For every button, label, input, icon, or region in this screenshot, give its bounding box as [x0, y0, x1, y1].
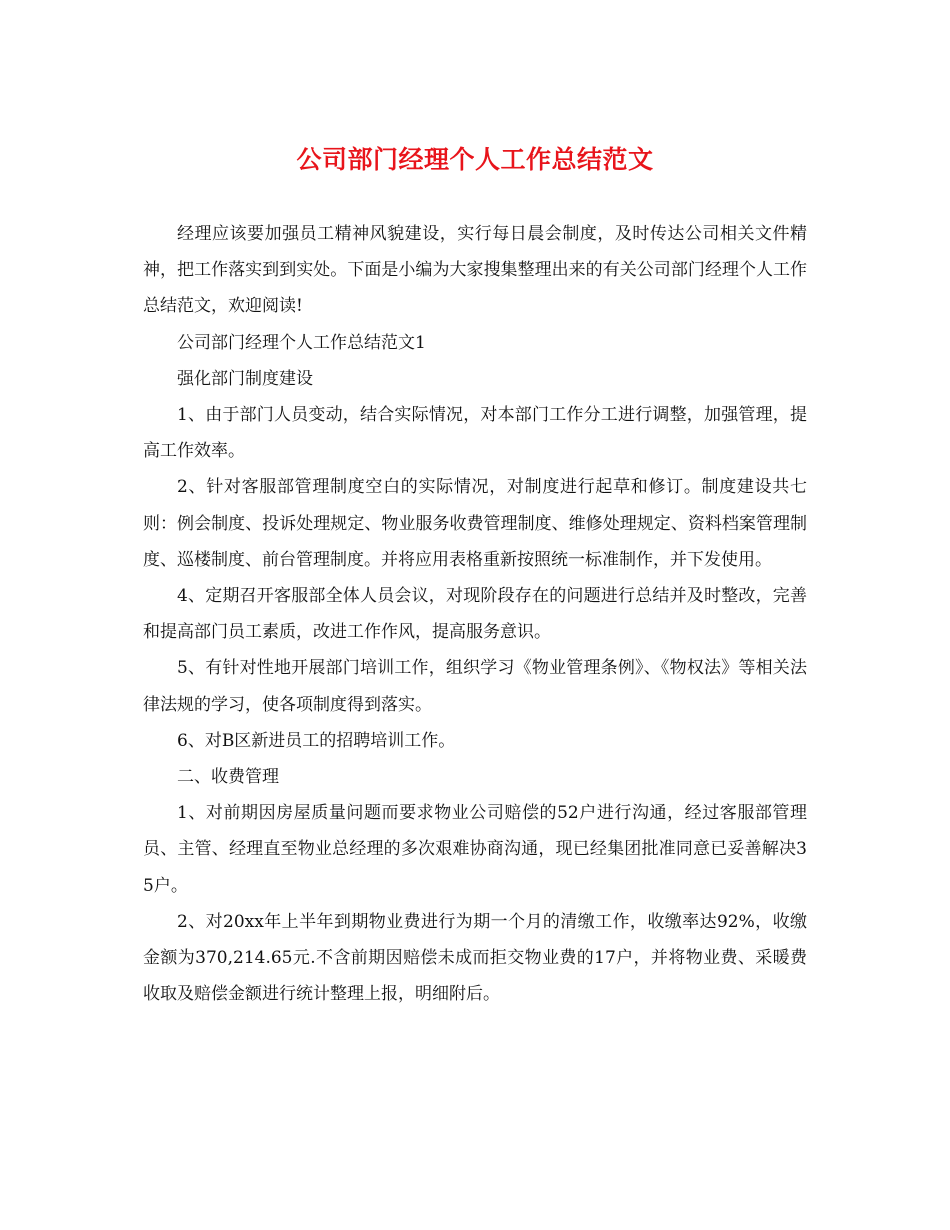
list-item: 5、有针对性地开展部门培训工作，组织学习《物业管理条例》、《物权法》等相关法律法规的学习，使各项制度得到落实。	[143, 658, 807, 715]
list-item: 2、针对客服部管理制度空白的实际情况，对制度进行起草和修订。制度建设共七则：例会制度、投诉处理规定、物业服务收费管理制度、维修处理规定、资料档案管理制度、巡楼制度、前台管理制度。并将应用表格重新按照统一标准制作，并下发使用。	[143, 477, 807, 570]
list-item: 1、对前期因房屋质量问题而要求物业公司赔偿的52户进行沟通，经过客服部管理员、主管、经理直至物业总经理的多次艰难协商沟通，现已经集团批准同意已妥善解决35户。	[143, 803, 807, 896]
section-heading-1: 公司部门经理个人工作总结范文1	[177, 332, 426, 353]
subsection-heading-institution: 强化部门制度建设	[177, 368, 313, 389]
list-item: 2、对20xx年上半年到期物业费进行为期一个月的清缴工作，收缴率达92%，收缴金额为370,214.65元.不含前期因赔偿未成而拒交物业费的17户，并将物业费、采暖费收取及赔偿金额进行统计整理上报，明细附后。	[143, 911, 807, 1005]
list-item: 4、定期召开客服部全体人员会议，对现阶段存在的问题进行总结并及时整改，完善和提高部门员工素质，改进工作作风，提高服务意识。	[143, 586, 807, 643]
document-body	[143, 216, 807, 1012]
intro-paragraph: 经理应该要加强员工精神风貌建设，实行每日晨会制度，及时传达公司相关文件精神，把工作落实到到实处。下面是小编为大家搜集整理出来的有关公司部门经理个人工作总结范文，欢迎阅读!	[143, 224, 807, 317]
list-item: 6、对B区新进员工的招聘培训工作。	[177, 730, 456, 751]
document-title: 公司部门经理个人工作总结范文	[296, 145, 654, 174]
subsection-heading-fees: 二、收费管理	[177, 767, 279, 788]
list-item: 1、由于部门人员变动，结合实际情况，对本部门工作分工进行调整，加强管理，提高工作效率。	[143, 405, 807, 462]
